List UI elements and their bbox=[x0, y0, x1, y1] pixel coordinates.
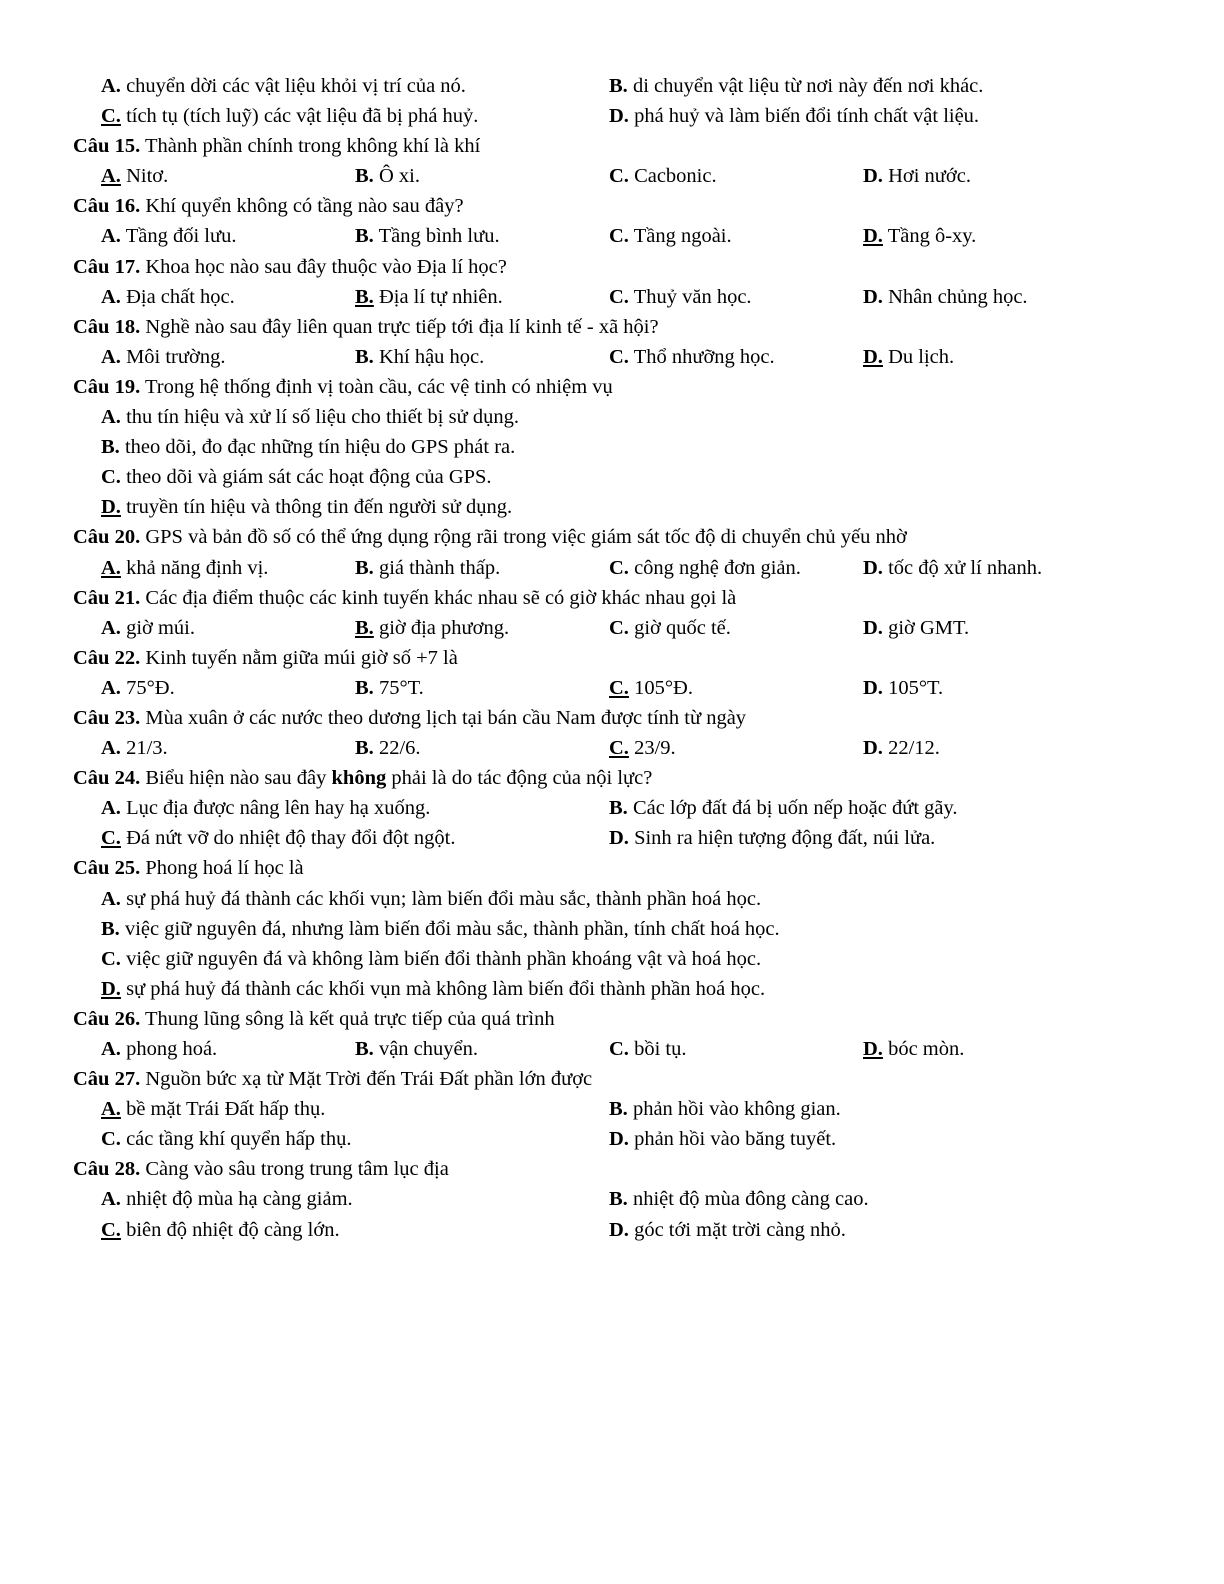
continuation-option-c bbox=[101, 101, 478, 131]
option-text: giờ quốc tế. bbox=[628, 616, 731, 639]
option-c bbox=[101, 1215, 340, 1245]
option-key: C. bbox=[101, 947, 121, 970]
option-row bbox=[73, 1034, 1173, 1064]
option-c bbox=[609, 221, 732, 251]
option-b bbox=[355, 342, 484, 372]
option-key: D. bbox=[609, 827, 629, 850]
option-key: D. bbox=[609, 1218, 629, 1241]
option-key: C. bbox=[609, 165, 629, 188]
question-number: Câu 21. bbox=[73, 586, 141, 609]
option-text: 22/12. bbox=[882, 737, 940, 760]
option-key: B. bbox=[355, 737, 374, 760]
continuation-option-b bbox=[609, 71, 983, 101]
option-key: D. bbox=[863, 165, 883, 188]
option-d bbox=[609, 1124, 836, 1154]
option-key: B. bbox=[609, 1188, 628, 1211]
option-text: Nhân chủng học. bbox=[882, 285, 1028, 308]
option-text: bóc mòn. bbox=[882, 1038, 965, 1060]
question-text: Thành phần chính trong không khí là khí bbox=[140, 135, 481, 158]
option-text: giờ GMT. bbox=[882, 616, 970, 639]
option-text: nhiệt độ mùa hạ càng giảm. bbox=[120, 1188, 353, 1211]
option-c bbox=[609, 673, 693, 703]
option-text: phản hồi vào không gian. bbox=[627, 1098, 841, 1121]
option-key: C. bbox=[101, 827, 121, 850]
option-key: D. bbox=[863, 676, 883, 699]
option-text: Môi trường. bbox=[120, 345, 226, 368]
question-number: Câu 23. bbox=[73, 706, 141, 729]
continuation-option-d bbox=[609, 101, 979, 131]
option-text: di chuyển vật liệu từ nơi này đến nơi khác. bbox=[627, 75, 984, 97]
option-key: B. bbox=[355, 556, 374, 579]
continuation-row-1 bbox=[73, 71, 1173, 101]
option-a bbox=[101, 553, 268, 583]
option-key: C. bbox=[609, 345, 629, 368]
question-stem bbox=[73, 252, 1173, 282]
option-d bbox=[609, 823, 935, 853]
option-d bbox=[863, 221, 976, 251]
option-key: C. bbox=[609, 556, 629, 579]
option-d bbox=[863, 342, 954, 372]
option-b bbox=[355, 282, 503, 312]
option-key: C. bbox=[101, 466, 121, 489]
option-text: 75°T. bbox=[373, 676, 424, 699]
option-b bbox=[609, 793, 958, 823]
option-row bbox=[73, 974, 1173, 1004]
option-key: D. bbox=[609, 1128, 629, 1151]
option-key: A. bbox=[101, 676, 121, 699]
option-row bbox=[73, 673, 1173, 703]
question-number: Câu 24. bbox=[73, 767, 141, 790]
option-row bbox=[73, 342, 1173, 372]
question-stem bbox=[73, 703, 1173, 733]
option-text: tốc độ xử lí nhanh. bbox=[882, 556, 1043, 579]
option-text: phá huỷ và làm biến đổi tính chất vật liệu. bbox=[628, 105, 980, 128]
question-stem bbox=[73, 522, 1173, 552]
option-a bbox=[101, 282, 235, 312]
option-text: Tầng đối lưu. bbox=[120, 225, 237, 248]
question-list bbox=[73, 131, 1173, 1244]
option-a bbox=[101, 884, 761, 914]
option-key: D. bbox=[609, 105, 629, 128]
option-row bbox=[73, 1184, 1173, 1214]
option-text: Tầng ngoài. bbox=[628, 225, 732, 248]
question-number: Câu 26. bbox=[73, 1007, 141, 1030]
option-text: bề mặt Trái Đất hấp thụ. bbox=[120, 1098, 326, 1121]
option-d bbox=[863, 733, 940, 763]
option-text: Các lớp đất đá bị uốn nếp hoặc đứt gãy. bbox=[627, 797, 958, 820]
option-text: Thuỷ văn học. bbox=[628, 285, 752, 308]
option-row bbox=[73, 793, 1173, 823]
option-key: A. bbox=[101, 556, 121, 579]
question-number: Câu 22. bbox=[73, 646, 141, 669]
option-text: Du lịch. bbox=[882, 345, 955, 368]
option-text: việc giữ nguyên đá, nhưng làm biến đổi màu sắc, thành phần, tính chất hoá học. bbox=[119, 917, 780, 940]
question-stem bbox=[73, 1154, 1173, 1184]
question-number: Câu 19. bbox=[73, 375, 141, 398]
option-text: các tầng khí quyển hấp thụ. bbox=[120, 1128, 352, 1151]
option-key: A. bbox=[101, 345, 121, 368]
option-row bbox=[73, 1215, 1173, 1245]
option-text: Nitơ. bbox=[120, 165, 169, 188]
option-text: 22/6. bbox=[373, 737, 421, 760]
option-row bbox=[73, 914, 1173, 944]
question-number: Câu 28. bbox=[73, 1158, 141, 1181]
question-stem bbox=[73, 191, 1173, 221]
option-key: B. bbox=[355, 1038, 374, 1060]
option-key: B. bbox=[355, 676, 374, 699]
question-text: Thung lũng sông là kết quả trực tiếp của quá trình bbox=[140, 1007, 555, 1030]
option-text: công nghệ đơn giản. bbox=[628, 556, 801, 579]
option-a bbox=[101, 161, 168, 191]
question-text: Nguồn bức xạ từ Mặt Trời đến Trái Đất phần lớn được bbox=[140, 1068, 593, 1091]
option-key: D. bbox=[863, 345, 883, 368]
option-text: nhiệt độ mùa đông càng cao. bbox=[627, 1188, 869, 1211]
option-text: Cacbonic. bbox=[628, 165, 717, 188]
option-key: A. bbox=[101, 406, 121, 429]
option-b bbox=[101, 432, 515, 462]
option-text: khả năng định vị. bbox=[120, 556, 269, 579]
question-number: Câu 15. bbox=[73, 135, 141, 158]
option-row bbox=[73, 733, 1173, 763]
option-key: C. bbox=[609, 225, 629, 248]
question-stem bbox=[73, 372, 1173, 402]
option-d bbox=[863, 613, 969, 643]
option-d bbox=[863, 1034, 964, 1064]
option-text: Sinh ra hiện tượng động đất, núi lửa. bbox=[628, 827, 936, 850]
option-key: C. bbox=[609, 1038, 629, 1060]
option-a bbox=[101, 221, 236, 251]
option-key: C. bbox=[609, 285, 629, 308]
option-c bbox=[101, 944, 761, 974]
option-d bbox=[609, 1215, 846, 1245]
option-row bbox=[73, 1094, 1173, 1124]
question-stem bbox=[73, 131, 1173, 161]
question-number: Câu 25. bbox=[73, 857, 141, 880]
option-c bbox=[609, 613, 731, 643]
option-key: B. bbox=[101, 436, 120, 459]
option-d bbox=[101, 974, 765, 1004]
question-text: Các địa điểm thuộc các kinh tuyến khác nhau sẽ có giờ khác nhau gọi là bbox=[140, 586, 737, 609]
option-key: C. bbox=[609, 737, 629, 760]
option-b bbox=[355, 613, 509, 643]
option-text: Đá nứt vỡ do nhiệt độ thay đổi đột ngột. bbox=[120, 827, 456, 850]
exam-page bbox=[73, 71, 1173, 1245]
option-text: Tầng bình lưu. bbox=[373, 225, 500, 248]
option-row bbox=[73, 553, 1173, 583]
option-key: B. bbox=[101, 917, 120, 940]
question-stem bbox=[73, 1064, 1173, 1094]
question-text: Khoa học nào sau đây thuộc vào Địa lí học? bbox=[140, 255, 507, 278]
option-key: A. bbox=[101, 225, 121, 248]
option-b bbox=[355, 161, 420, 191]
option-key: A. bbox=[101, 616, 121, 639]
option-key: B. bbox=[609, 1098, 628, 1121]
option-row bbox=[73, 884, 1173, 914]
option-key: B. bbox=[355, 285, 374, 308]
option-row bbox=[73, 944, 1173, 974]
option-key: C. bbox=[101, 1218, 121, 1241]
option-key: A. bbox=[101, 285, 121, 308]
option-text: tích tụ (tích luỹ) các vật liệu đã bị phá huỷ. bbox=[120, 105, 479, 128]
option-d bbox=[863, 282, 1028, 312]
option-text: Ô xi. bbox=[373, 165, 420, 188]
option-key: C. bbox=[101, 1128, 121, 1151]
option-key: A. bbox=[101, 1098, 121, 1121]
option-key: A. bbox=[101, 1038, 121, 1060]
option-key: D. bbox=[863, 1038, 883, 1060]
option-d bbox=[863, 161, 971, 191]
option-b bbox=[101, 914, 780, 944]
option-key: D. bbox=[863, 556, 883, 579]
option-text: sự phá huỷ đá thành các khối vụn mà không làm biến đổi thành phần hoá học. bbox=[120, 977, 766, 1000]
option-b bbox=[355, 673, 424, 703]
question-text: Phong hoá lí học là bbox=[140, 857, 304, 880]
option-a bbox=[101, 342, 225, 372]
option-text: 105°Đ. bbox=[628, 676, 693, 699]
question-number: Câu 27. bbox=[73, 1068, 141, 1091]
question-text: GPS và bản đồ số có thể ứng dụng rộng rãi trong việc giám sát tốc độ di chuyển chủ yếu nhờ bbox=[140, 526, 907, 549]
option-text: Địa chất học. bbox=[120, 285, 235, 308]
option-key: A. bbox=[101, 165, 121, 188]
option-a bbox=[101, 673, 175, 703]
option-b bbox=[355, 221, 500, 251]
question-stem bbox=[73, 853, 1173, 883]
option-text: theo dõi và giám sát các hoạt động của GPS. bbox=[120, 466, 492, 489]
question-text: Kinh tuyến nằm giữa múi giờ số +7 là bbox=[140, 646, 458, 669]
question-emphasis: không bbox=[331, 767, 387, 790]
option-key: D. bbox=[101, 496, 121, 519]
question-stem bbox=[73, 763, 1173, 793]
option-b bbox=[609, 1094, 841, 1124]
option-text: 105°T. bbox=[882, 676, 944, 699]
option-b bbox=[355, 1034, 478, 1064]
option-text: Lục địa được nâng lên hay hạ xuống. bbox=[120, 797, 431, 820]
option-text: thu tín hiệu và xử lí số liệu cho thiết bị sử dụng. bbox=[120, 406, 519, 429]
option-b bbox=[355, 733, 421, 763]
question-stem bbox=[73, 643, 1173, 673]
option-row bbox=[73, 221, 1173, 251]
option-text: Thổ nhưỡng học. bbox=[628, 345, 775, 368]
option-key: B. bbox=[355, 225, 374, 248]
question-number: Câu 16. bbox=[73, 195, 141, 218]
option-key: D. bbox=[863, 616, 883, 639]
option-key: B. bbox=[355, 165, 374, 188]
option-b bbox=[355, 553, 500, 583]
option-key: A. bbox=[101, 797, 121, 820]
option-text: Hơi nước. bbox=[882, 165, 971, 188]
option-row bbox=[73, 432, 1173, 462]
option-b bbox=[609, 1184, 869, 1214]
option-key: A. bbox=[101, 75, 121, 97]
option-text: bồi tụ. bbox=[628, 1038, 687, 1060]
option-a bbox=[101, 613, 195, 643]
option-key: B. bbox=[355, 616, 374, 639]
option-text: truyền tín hiệu và thông tin đến người sử dụng. bbox=[120, 496, 513, 519]
question-stem bbox=[73, 583, 1173, 613]
question-text: Càng vào sâu trong trung tâm lục địa bbox=[140, 1158, 449, 1181]
option-key: A. bbox=[101, 1188, 121, 1211]
option-key: A. bbox=[101, 887, 121, 910]
option-text: giờ địa phương. bbox=[373, 616, 510, 639]
question-stem bbox=[73, 1004, 1173, 1034]
option-key: D. bbox=[863, 225, 883, 248]
option-a bbox=[101, 402, 519, 432]
option-row bbox=[73, 823, 1173, 853]
option-row bbox=[73, 613, 1173, 643]
option-row bbox=[73, 282, 1173, 312]
option-key: C. bbox=[101, 105, 121, 128]
option-text: theo dõi, đo đạc những tín hiệu do GPS phát ra. bbox=[119, 436, 516, 459]
option-c bbox=[609, 161, 717, 191]
question-number: Câu 17. bbox=[73, 255, 141, 278]
option-c bbox=[609, 342, 775, 372]
option-c bbox=[609, 553, 801, 583]
option-text: giá thành thấp. bbox=[373, 556, 501, 579]
option-text: góc tới mặt trời càng nhỏ. bbox=[628, 1218, 846, 1241]
option-key: C. bbox=[609, 616, 629, 639]
question-stem bbox=[73, 312, 1173, 342]
question-number: Câu 18. bbox=[73, 315, 141, 338]
option-text: Tầng ô-xy. bbox=[882, 225, 977, 248]
option-row bbox=[73, 462, 1173, 492]
option-text: Địa lí tự nhiên. bbox=[373, 285, 503, 308]
option-d bbox=[863, 553, 1042, 583]
option-key: A. bbox=[101, 737, 121, 760]
continuation-option-a bbox=[101, 71, 466, 101]
option-d bbox=[101, 492, 512, 522]
option-key: D. bbox=[101, 977, 121, 1000]
option-key: D. bbox=[863, 285, 883, 308]
option-row bbox=[73, 402, 1173, 432]
option-row bbox=[73, 161, 1173, 191]
option-key: B. bbox=[355, 345, 374, 368]
option-key: B. bbox=[609, 75, 628, 97]
continuation-row-2 bbox=[73, 101, 1173, 131]
option-text: giờ múi. bbox=[120, 616, 195, 639]
option-text: phong hoá. bbox=[120, 1038, 218, 1060]
option-text: 75°Đ. bbox=[120, 676, 175, 699]
option-text: chuyển dời các vật liệu khỏi vị trí của nó. bbox=[120, 75, 466, 97]
option-text: vận chuyển. bbox=[373, 1038, 478, 1060]
option-a bbox=[101, 1034, 217, 1064]
option-row bbox=[73, 1124, 1173, 1154]
option-c bbox=[101, 1124, 352, 1154]
option-c bbox=[101, 823, 455, 853]
option-c bbox=[101, 462, 492, 492]
option-a bbox=[101, 793, 430, 823]
option-text: Khí hậu học. bbox=[373, 345, 485, 368]
option-text: phản hồi vào băng tuyết. bbox=[628, 1128, 837, 1151]
option-a bbox=[101, 733, 168, 763]
question-text: Nghề nào sau đây liên quan trực tiếp tới địa lí kinh tế - xã hội? bbox=[140, 315, 659, 338]
question-number: Câu 20. bbox=[73, 526, 141, 549]
option-key: B. bbox=[609, 797, 628, 820]
option-text: sự phá huỷ đá thành các khối vụn; làm biến đổi màu sắc, thành phần hoá học. bbox=[120, 887, 762, 910]
option-key: D. bbox=[863, 737, 883, 760]
question-text: Trong hệ thống định vị toàn cầu, các vệ tinh có nhiệm vụ bbox=[140, 375, 613, 398]
option-d bbox=[863, 673, 943, 703]
option-c bbox=[609, 1034, 686, 1064]
question-text: Khí quyển không có tầng nào sau đây? bbox=[140, 195, 464, 218]
option-text: việc giữ nguyên đá và không làm biến đổi thành phần khoáng vật và hoá học. bbox=[120, 947, 762, 970]
option-row bbox=[73, 492, 1173, 522]
option-c bbox=[609, 733, 676, 763]
question-text: Mùa xuân ở các nước theo dương lịch tại bán cầu Nam được tính từ ngày bbox=[140, 706, 747, 729]
question-text: phải là do tác động của nội lực? bbox=[386, 767, 653, 790]
option-key: C. bbox=[609, 676, 629, 699]
option-text: 23/9. bbox=[628, 737, 676, 760]
option-a bbox=[101, 1184, 353, 1214]
option-c bbox=[609, 282, 752, 312]
option-a bbox=[101, 1094, 325, 1124]
option-text: 21/3. bbox=[120, 737, 168, 760]
question-text: Biểu hiện nào sau đây bbox=[140, 767, 332, 790]
option-text: biên độ nhiệt độ càng lớn. bbox=[120, 1218, 340, 1241]
